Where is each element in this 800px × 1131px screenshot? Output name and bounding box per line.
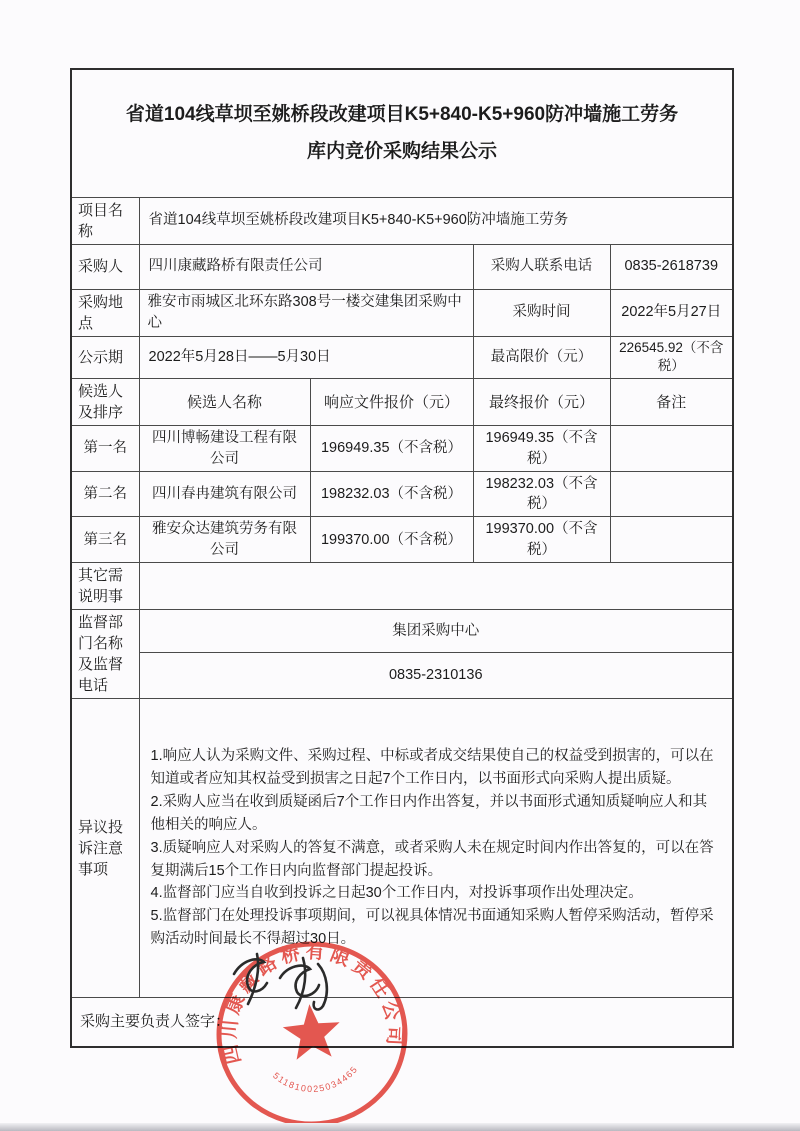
candidate-row-3 — [71, 517, 733, 563]
publicity-period-label: 公示期 — [71, 336, 139, 379]
candidates-final-header: 最终报价（元） — [473, 379, 610, 426]
objection-item-2: 2.采购人应当在收到质疑函后7个工作日内作出答复，并以书面形式通知质疑响应人和其他相关的响应人。 — [150, 793, 708, 833]
supervision-label: 监督部门名称及监督电话 — [71, 610, 139, 699]
objection-notes — [139, 699, 733, 998]
candidate-2-rank: 第二名 — [71, 471, 139, 517]
max-price-label: 最高限价（元） — [473, 336, 610, 379]
supervision-row-2 — [71, 652, 733, 698]
candidate-2-final: 198232.03（不含税） — [473, 471, 610, 517]
candidate-2-remark — [610, 471, 733, 517]
scan-edge — [0, 1123, 800, 1131]
project-name-label: 项目名称 — [71, 197, 139, 244]
signature-label: 采购主要负责人签字： — [71, 998, 733, 1047]
location-value: 雅安市雨城区北环东路308号一楼交建集团采购中心 — [139, 289, 473, 336]
purchaser-value: 四川康藏路桥有限责任公司 — [139, 244, 473, 289]
candidate-1-final: 196949.35（不含税） — [473, 426, 610, 472]
candidate-3-remark — [610, 517, 733, 563]
candidate-3-bid: 199370.00（不含税） — [310, 517, 473, 563]
signature-row — [71, 998, 733, 1047]
purchaser-phone-value: 0835-2618739 — [610, 244, 733, 289]
candidates-rank-header: 候选人及排序 — [71, 379, 139, 426]
candidate-2-bid: 198232.03（不含税） — [310, 471, 473, 517]
candidate-1-remark — [610, 426, 733, 472]
project-name-value: 省道104线草坝至姚桥段改建项目K5+840-K5+960防冲墙施工劳务 — [139, 197, 733, 244]
candidate-row-1 — [71, 426, 733, 472]
purchase-time-value: 2022年5月27日 — [610, 289, 733, 336]
seal-number-text: 511810025034465 — [271, 1063, 360, 1095]
candidates-name-header: 候选人名称 — [139, 379, 310, 426]
procurement-result-table — [70, 68, 734, 1048]
objection-item-5: 5.监督部门在处理投诉事项期间，可以视具体情况书面通知采购人暂停采购活动，暂停采购活动时间最长不得超过30日。 — [150, 908, 714, 948]
candidate-1-rank: 第一名 — [71, 426, 139, 472]
document-title — [71, 69, 733, 197]
max-price-value: 226545.92（不含税） — [610, 336, 733, 379]
candidates-header-row — [71, 379, 733, 426]
title-row — [71, 69, 733, 197]
objection-item-4: 4.监督部门应当自收到投诉之日起30个工作日内，对投诉事项作出处理决定。 — [150, 885, 643, 902]
purchase-time-label: 采购时间 — [473, 289, 610, 336]
supervision-row-1 — [71, 610, 733, 653]
project-name-row — [71, 197, 733, 244]
document-title-line2: 库内竞价采购结果公示 — [306, 141, 497, 163]
document-title-line1: 省道104线草坝至姚桥段改建项目K5+840-K5+960防冲墙施工劳务 — [125, 104, 679, 126]
seal-company-text: 四川康藏路桥有限责任公司 — [219, 941, 405, 1066]
location-row — [71, 289, 733, 336]
purchaser-phone-label: 采购人联系电话 — [473, 244, 610, 289]
purchaser-label: 采购人 — [71, 244, 139, 289]
supervision-department: 集团采购中心 — [139, 610, 733, 653]
candidate-3-rank: 第三名 — [71, 517, 139, 563]
objection-row — [71, 699, 733, 998]
candidates-bid-header: 响应文件报价（元） — [310, 379, 473, 426]
other-notes-value — [139, 563, 733, 610]
candidate-1-name: 四川博畅建设工程有限公司 — [139, 426, 310, 472]
purchaser-row — [71, 244, 733, 289]
candidate-3-name: 雅安众达建筑劳务有限公司 — [139, 517, 310, 563]
supervision-phone: 0835-2310136 — [139, 652, 733, 698]
objection-label: 异议投诉注意事项 — [71, 699, 139, 998]
publicity-period-value: 2022年5月28日——5月30日 — [139, 336, 473, 379]
publicity-period-row — [71, 336, 733, 379]
other-notes-label: 其它需说明事 — [71, 563, 139, 610]
objection-item-1: 1.响应人认为采购文件、采购过程、中标或者成交结果使自己的权益受到损害的，可以在知道或者应知其权益受到损害之日起7个工作日内，以书面形式向采购人提出质疑。 — [150, 747, 714, 787]
candidate-3-final: 199370.00（不含税） — [473, 517, 610, 563]
objection-item-3: 3.质疑响应人对采购人的答复不满意，或者采购人未在规定时间内作出答复的，可以在答复期满后15个工作日内向监督部门提起投诉。 — [150, 839, 714, 879]
candidate-row-2 — [71, 471, 733, 517]
candidate-1-bid: 196949.35（不含税） — [310, 426, 473, 472]
candidate-2-name: 四川春冉建筑有限公司 — [139, 471, 310, 517]
candidates-remark-header: 备注 — [610, 379, 733, 426]
location-label: 采购地点 — [71, 289, 139, 336]
other-notes-row — [71, 563, 733, 610]
